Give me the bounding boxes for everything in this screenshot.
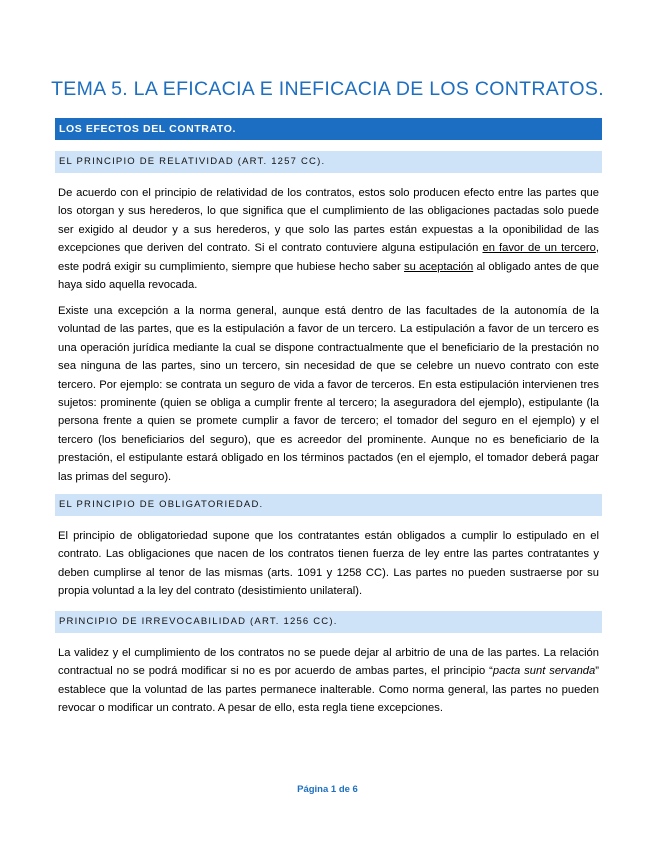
paragraph-text: al obligado antes de que haya sido aquella revocada. [58,260,599,292]
latin-phrase: pacta sunt servanda [492,665,596,678]
link-favor-tercero[interactable]: en favor de un tercero [482,242,596,255]
section-heading-efectos: LOS EFECTOS DEL CONTRATO. [55,118,602,140]
paragraph-relatividad-2 [58,302,599,486]
page-number: Página 1 de 6 [297,784,358,795]
subsection-heading-relatividad: EL PRINCIPIO DE RELATIVIDAD (ART. 1257 CC). [55,151,602,173]
paragraph-text: De acuerdo con el principio de relatividad de los contratos, estos solo producen efecto entre las partes que los otorgan y sus herederos, lo que significa que el cumplimiento de las obligaciones pactadas solo puede ser exigido al deudor y a sus herederos, y que solo las partes están expuestas a la oponibilidad de las excepciones que deriven del contrato. Si el contrato contuviere alguna estipulación [58,187,599,255]
link-su-aceptacion[interactable]: su aceptación [404,260,474,273]
paragraph-text: ” establece que la voluntad de las partes permanece inalterable. Como norma general, las partes no pueden revocar o modificar un contrato. A pesar de ello, esta regla tiene excepciones. [58,665,599,715]
subsection-heading-obligatoriedad: EL PRINCIPIO DE OBLIGATORIEDAD. [55,494,602,516]
paragraph-text: El principio de obligatoriedad supone que los contratantes están obligados a cumplir lo estipulado en el contrato. Las obligaciones que nacen de los contratos tienen fuerza de ley entre las partes contratantes y deben cumplirse al tenor de las mismas (arts. 1091 y 1258 CC). Las partes no pueden sustraerse por su propia voluntad a la ley del contrato (desistimiento unilateral). [58,530,599,598]
subsection-heading-irrevocabilidad: PRINCIPIO DE IRREVOCABILIDAD (ART. 1256 CC). [55,611,602,633]
paragraph-relatividad-1 [58,184,599,294]
paragraph-text: , este podrá exigir su cumplimiento, siempre que hubiese hecho saber [58,242,599,273]
paragraph-obligatoriedad [58,527,599,601]
paragraph-text: Existe una excepción a la norma general, aunque está dentro de las facultades de la autonomía de la voluntad de las partes, que es la estipulación a favor de un tercero. La estipulación a favor de un tercero es una operación jurídica mediante la cual se dispone contractualmente que el beneficiario de la prestación no sea ninguna de las partes, sino un tercero, sin necesidad de que se celebre un nuevo contrato con este tercero. Por ejemplo: se contrata un seguro de vida a favor de terceros. En esta estipulación intervienen tres sujetos: prominente (quien se obliga a cumplir frente al tercero; la aseguradora del ejemplo), estipulante (la persona frente a quien se promete cumplir a favor de tercero; el tomador del seguro en el ejemplo) y el tercero (los beneficiarios del seguro), que es acreedor del prominente. Aunque no es beneficiario de la prestación, el estipulante estará obligado en los términos pactados (en el ejemplo, el tomador deberá pagar las primas del seguro). [58,305,599,483]
page-title: TEMA 5. LA EFICACIA E INEFICACIA DE LOS CONTRATOS. [51,78,604,100]
paragraph-irrevocabilidad [58,644,599,718]
paragraph-text: La validez y el cumplimiento de los contratos no se puede dejar al arbitrio de una de las partes. La relación contractual no se podrá modificar si no es por acuerdo de ambas partes, el principio “ [58,647,599,678]
